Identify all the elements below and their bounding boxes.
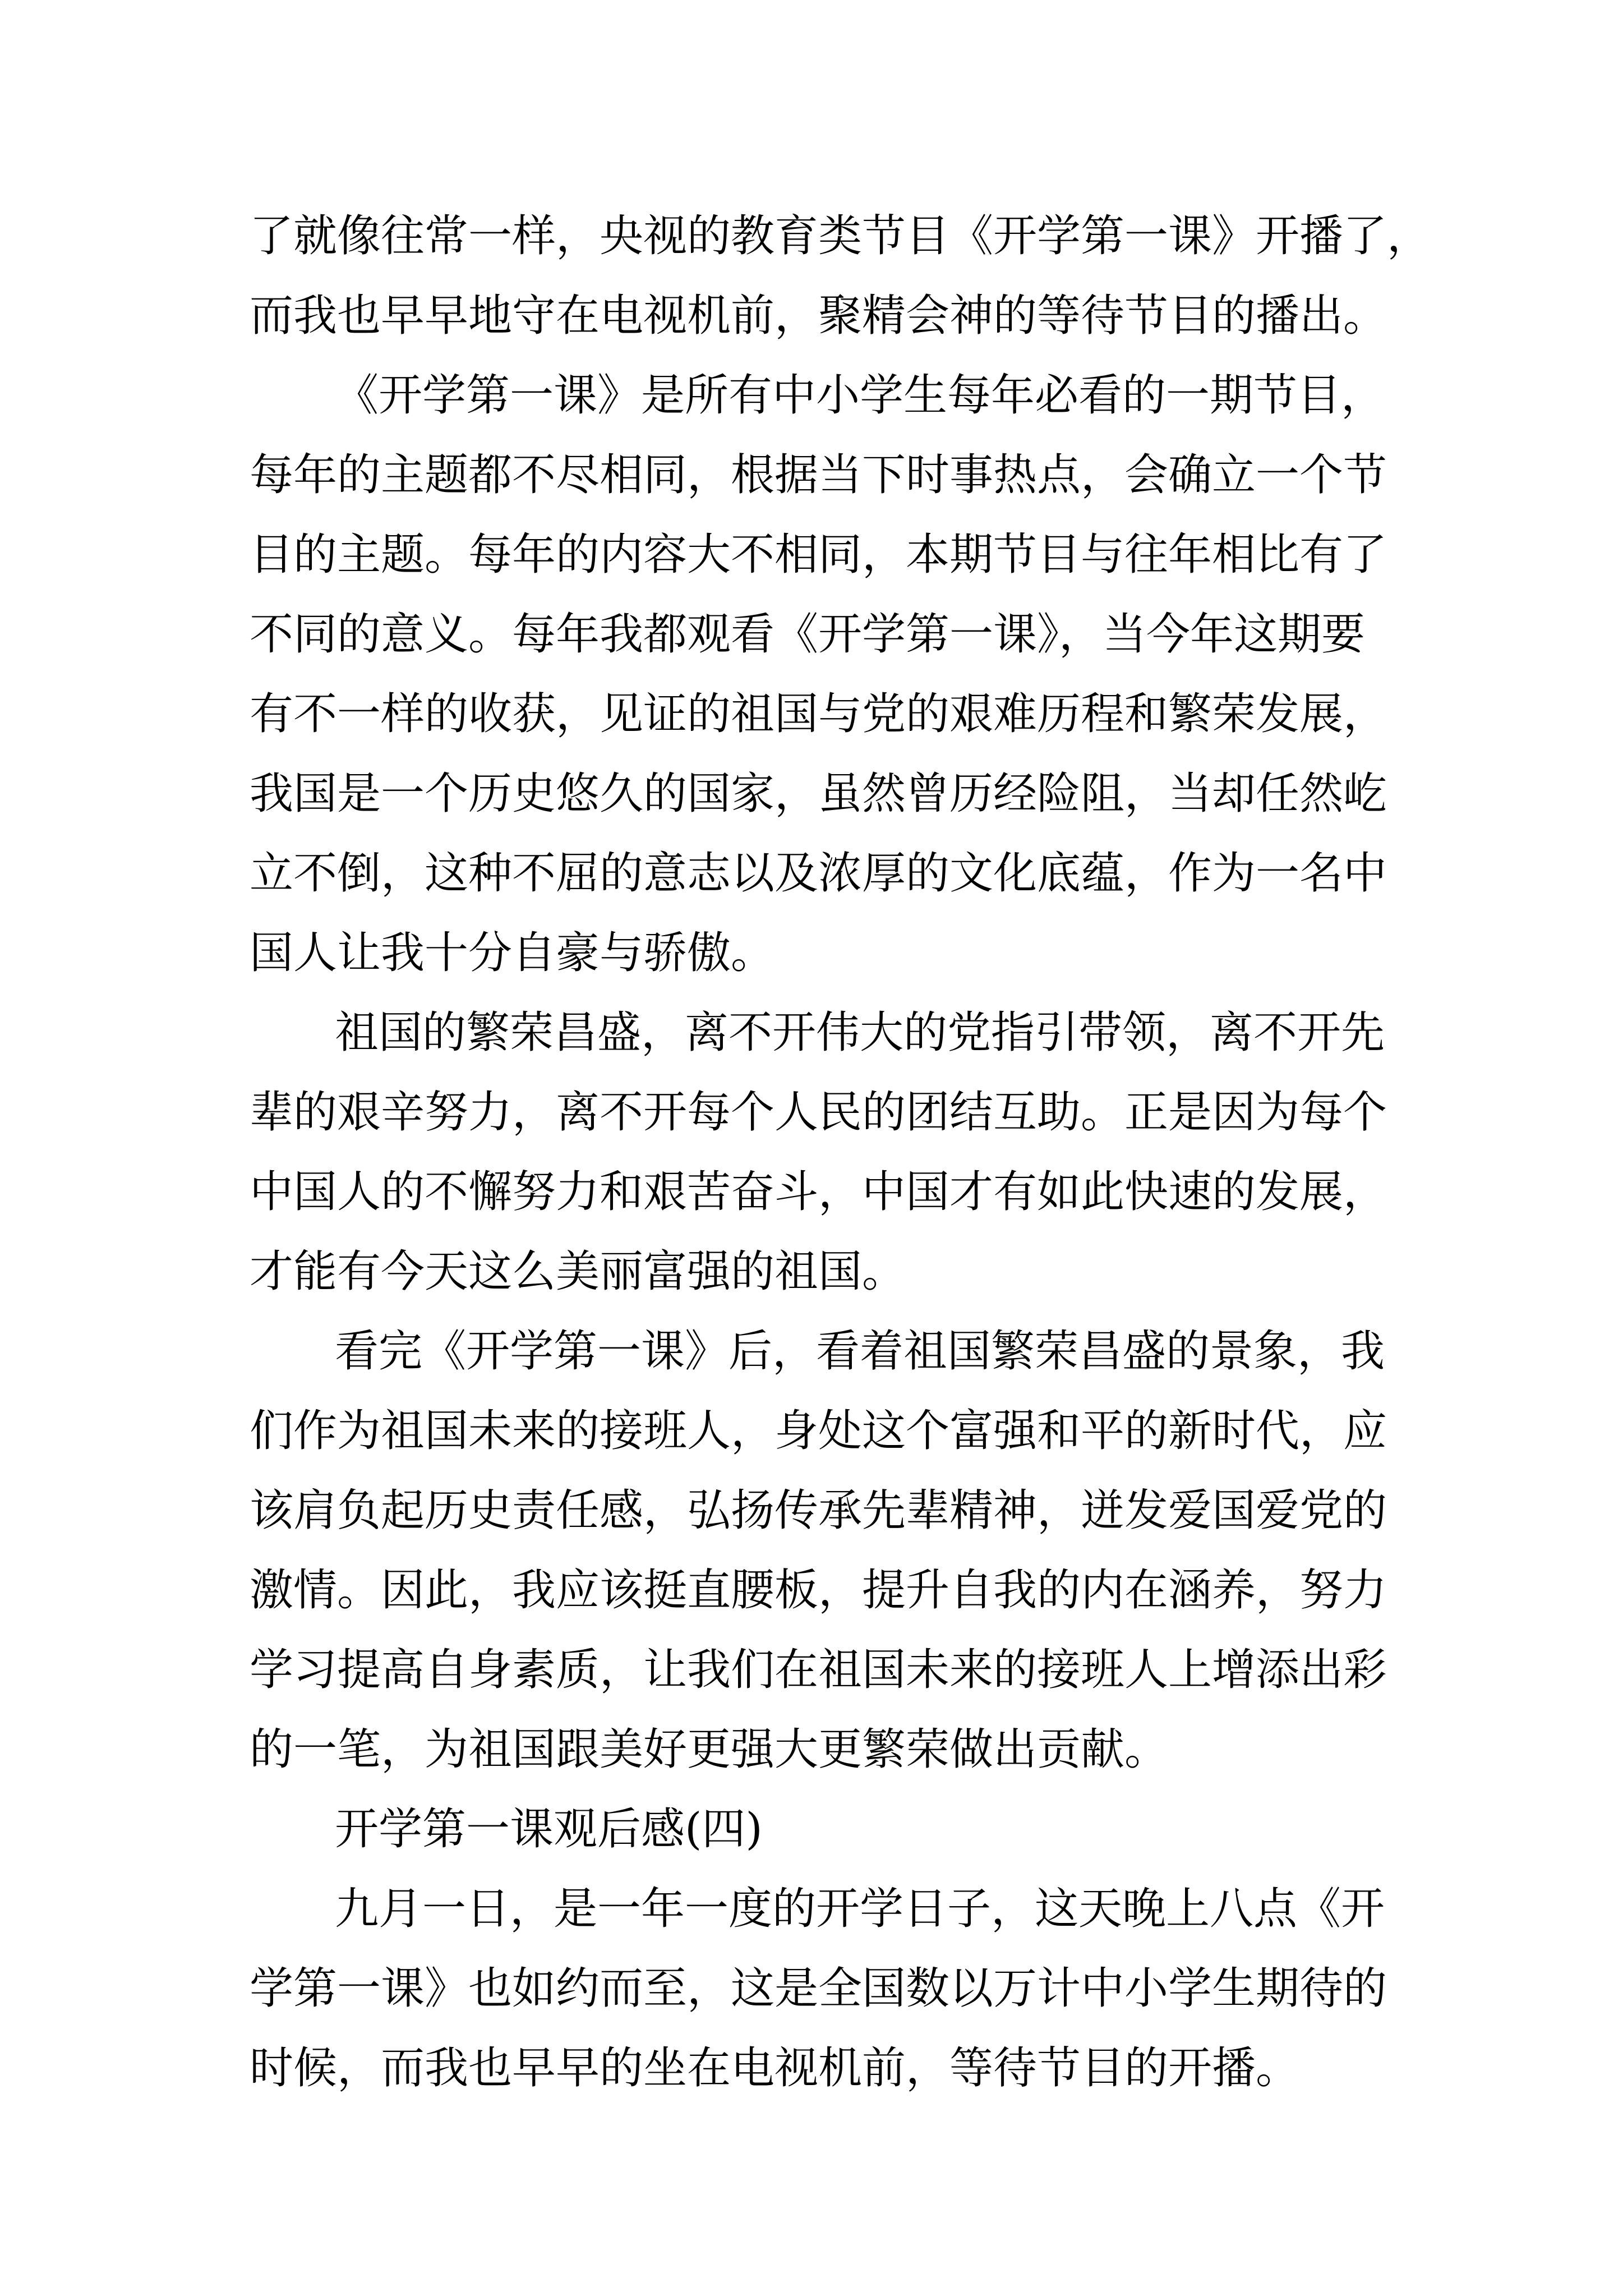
text-line: 而我也早早地守在电视机前，聚精会神的等待节目的播出。 (250, 291, 1387, 341)
paragraph-first-line: 九月一日，是一年一度的开学日子，这天晚上八点《开 (335, 1884, 1385, 1934)
text-line: 该肩负起历史责任感，弘扬传承先辈精神，迸发爱国爱党的 (250, 1485, 1387, 1536)
text-line: 国人让我十分自豪与骄傲。 (250, 928, 775, 978)
paragraph-first-line: 《开学第一课》是所有中小学生每年必看的一期节目， (335, 370, 1385, 421)
text-line: 不同的意义。每年我都观看《开学第一课》，当今年这期要 (250, 609, 1366, 660)
text-line: 目的主题。每年的内容大不相同，本期节目与往年相比有了 (250, 530, 1387, 580)
text-line: 中国人的不懈努力和艰苦奋斗，中国才有如此快速的发展， (250, 1167, 1387, 1217)
document-body (250, 196, 1431, 2108)
text-line: 了就像往常一样，央视的教育类节目《开学第一课》开播了， (250, 211, 1431, 261)
text-line: 每年的主题都不尽相同，根据当下时事热点，会确立一个节 (250, 450, 1387, 500)
text-line: 学习提高自身素质，让我们在祖国未来的接班人上增添出彩 (250, 1645, 1387, 1695)
text-line: 辈的艰辛努力，离不开每个人民的团结互助。正是因为每个 (250, 1087, 1387, 1138)
text-line: 立不倒，这种不屈的意志以及浓厚的文化底蕴，作为一名中 (250, 848, 1387, 899)
text-line: 有不一样的收获，见证的祖国与党的艰难历程和繁荣发展， (250, 689, 1387, 739)
paragraph-first-line: 看完《开学第一课》后，看着祖国繁荣昌盛的景象，我 (335, 1326, 1385, 1377)
text-line: 我国是一个历史悠久的国家，虽然曾历经险阻，当却任然屹 (250, 769, 1387, 819)
text-line: 的一笔，为祖国跟美好更强大更繁荣做出贡献。 (250, 1724, 1169, 1775)
text-line: 时候，而我也早早的坐在电视机前，等待节目的开播。 (250, 2043, 1300, 2093)
text-line: 才能有今天这么美丽富强的祖国。 (250, 1246, 906, 1297)
text-line: 激情。因此，我应该挺直腰板，提升自我的内在涵养，努力 (250, 1565, 1387, 1616)
paragraph-first-line: 开学第一课观后感(四) (335, 1804, 763, 1855)
paragraph-first-line: 祖国的繁荣昌盛，离不开伟大的党指引带领，离不开先 (335, 1007, 1385, 1058)
text-line: 学第一课》也如约而至，这是全国数以万计中小学生期待的 (250, 1963, 1387, 2014)
text-line: 们作为祖国未来的接班人，身处这个富强和平的新时代，应 (250, 1406, 1387, 1456)
